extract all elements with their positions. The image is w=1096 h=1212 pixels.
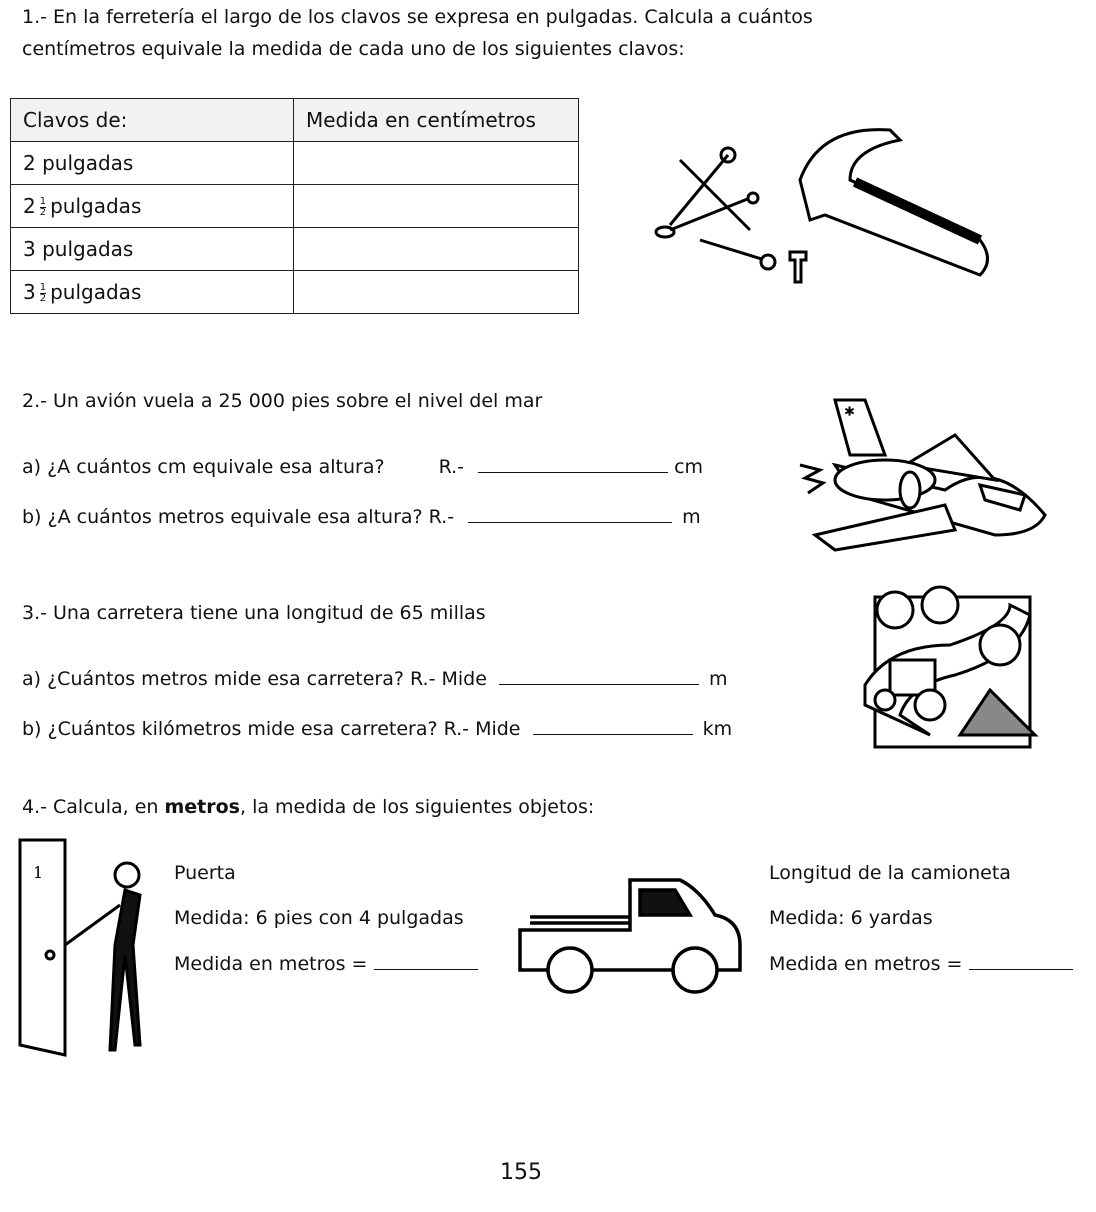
header-medida: Medida en centímetros <box>294 99 579 142</box>
door-measure: Medida: 6 pies con 4 pulgadas <box>174 907 464 929</box>
page-number: 155 <box>500 1160 542 1185</box>
hammer-nails-illustration <box>650 120 995 290</box>
q2-b-text: b) ¿A cuántos metros equivale esa altura? R.- <box>22 506 455 528</box>
whole: 2 <box>23 194 36 218</box>
table-row <box>11 185 579 228</box>
fraction: $\frac{1}{2}$ <box>39 282 47 304</box>
unit: pulgadas <box>42 151 134 175</box>
q3-a-unit: m <box>708 668 728 690</box>
q2-a-unit: cm <box>674 456 704 478</box>
q3-title: 3.- Una carretera tiene una longitud de 65 millas <box>22 602 486 624</box>
whole: 2 <box>23 151 36 175</box>
q3-b <box>22 716 732 740</box>
q4-title-post: , la medida de los siguientes objetos: <box>239 796 595 818</box>
q2-title: 2.- Un avión vuela a 25 000 pies sobre el nivel del mar <box>22 390 543 412</box>
unit: pulgadas <box>42 237 134 261</box>
answer-cell[interactable] <box>294 228 579 271</box>
q2-b-blank[interactable] <box>468 504 672 523</box>
q1-line2: centímetros equivale la medida de cada uno de los siguientes clavos: <box>22 38 685 60</box>
whole: 3 <box>23 237 36 261</box>
q2-b-unit: m <box>682 506 701 528</box>
q4-title-pre: 4.- Calcula, en <box>22 796 165 818</box>
door-answer-blank[interactable] <box>374 951 478 970</box>
q3-b-unit: km <box>702 718 733 740</box>
q4-title-bold: metros <box>164 796 240 818</box>
whole: 3 <box>23 280 36 304</box>
truck-measure: Medida: 6 yardas <box>769 907 933 929</box>
door-answer-label: Medida en metros = <box>174 953 368 975</box>
q2-a-text: a) ¿A cuántos cm equivale esa altura? <box>22 456 385 478</box>
q3-a-text: a) ¿Cuántos metros mide esa carretera? R.- Mide <box>22 668 487 690</box>
q3-b-text: b) ¿Cuántos kilómetros mide esa carretera? R.- Mide <box>22 718 521 740</box>
door-answer <box>174 951 478 975</box>
truck-answer-label: Medida en metros = <box>769 953 963 975</box>
answer-cell[interactable] <box>294 142 579 185</box>
q2-a-r: R.- <box>438 456 465 478</box>
q3-a-blank[interactable] <box>499 666 699 685</box>
q2-b <box>22 504 701 528</box>
nails-table <box>10 98 579 314</box>
door-number: 1 <box>33 863 44 882</box>
q1-line1: 1.- En la ferretería el largo de los clavos se expresa en pulgadas. Calcula a cuántos <box>22 6 813 28</box>
table-row <box>11 142 579 185</box>
unit: pulgadas <box>50 194 142 218</box>
q2-a <box>22 454 703 478</box>
door-label: Puerta <box>174 862 236 884</box>
answer-cell[interactable] <box>294 271 579 314</box>
table-row <box>11 271 579 314</box>
unit: pulgadas <box>50 280 142 304</box>
q3-b-blank[interactable] <box>533 716 693 735</box>
answer-cell[interactable] <box>294 185 579 228</box>
road-illustration <box>860 585 1045 755</box>
airplane-illustration <box>795 395 1065 555</box>
q4-title <box>22 796 594 818</box>
truck-label: Longitud de la camioneta <box>769 862 1011 884</box>
header-clavos: Clavos de: <box>11 99 294 142</box>
table-row <box>11 228 579 271</box>
truck-answer-blank[interactable] <box>969 951 1073 970</box>
q3-a <box>22 666 728 690</box>
door-man-illustration <box>15 835 165 1065</box>
fraction: $\frac{1}{2}$ <box>39 196 47 218</box>
svg-text:*: * <box>845 404 854 425</box>
q2-a-blank[interactable] <box>478 454 668 473</box>
truck-answer <box>769 951 1073 975</box>
truck-illustration <box>515 875 745 1000</box>
